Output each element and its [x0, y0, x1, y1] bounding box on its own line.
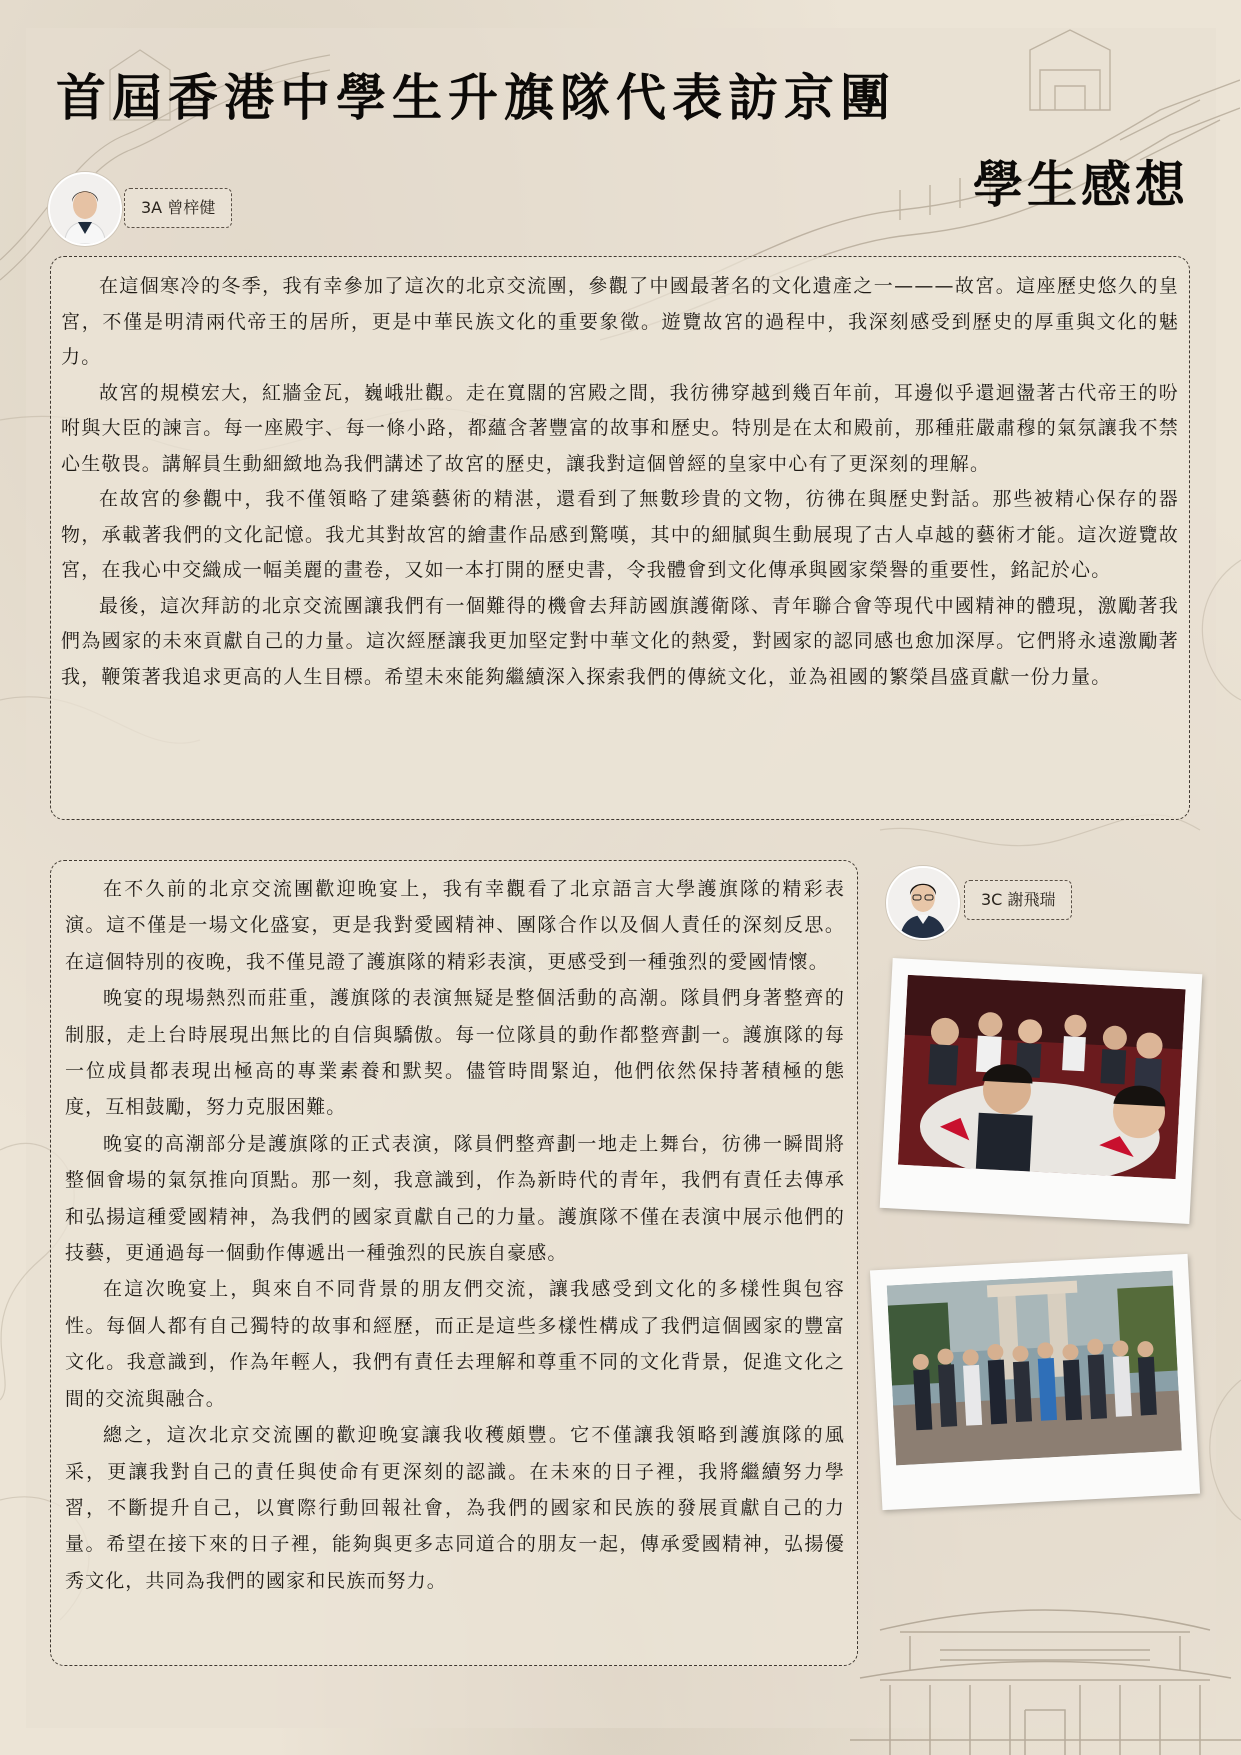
outdoor-group-photo: [870, 1254, 1200, 1510]
student-portrait-icon: [50, 174, 120, 244]
essay-1-paragraph-1: 在這個寒冷的冬季，我有幸參加了這次的北京交流團，參觀了中國最著名的文化遺產之一———故宮。這座歷史悠久的皇宮，不僅是明清兩代帝王的居所，更是中華民族文化的重要象徵。遊覽故宮的過程中，我深刻感受到歷史的厚重與文化的魅力。: [61, 275, 1179, 368]
essay-2-box: [50, 860, 858, 1666]
page-title: 首屆香港中學生升旗隊代表訪京團: [56, 68, 896, 127]
essay-1-paragraph-3: 在故宮的參觀中，我不僅領略了建築藝術的精湛，還看到了無數珍貴的文物，彷彿在與歷史對話。那些被精心保存的器物，承載著我們的文化記憶。我尤其對故宮的繪畫作品感到驚嘆，其中的細膩與生動展現了古人卓越的藝術才能。這次遊覽故宮，在我心中交織成一幅美麗的畫卷，又如一本打開的歷史書，令我體會到文化傳承與國家榮譽的重要性，銘記於心。: [61, 488, 1179, 581]
banquet-photo-image: [898, 975, 1186, 1179]
essay-1-paragraph-2: 故宮的規模宏大，紅牆金瓦，巍峨壯觀。走在寬闊的宮殿之間，我彷彿穿越到幾百年前，耳邊似乎還迴盪著古代帝王的吩咐與大臣的諫言。每一座殿宇、每一條小路，都蘊含著豐富的故事和歷史。特別是在太和殿前，那種莊嚴肅穆的氣氛讓我不禁心生敬畏。講解員生動細緻地為我們講述了故宮的歷史，讓我對這個曾經的皇家中心有了更深刻的理解。: [61, 381, 1179, 475]
student-2-name-tag: 3C 謝飛瑞: [964, 880, 1072, 920]
student-1-name-tag: 3A 曾梓健: [124, 188, 232, 228]
student-1-avatar: [48, 172, 122, 246]
essay-2-paragraph-2: 晚宴的現場熱烈而莊重，護旗隊的表演無疑是整個活動的高潮。隊員們身著整齊的制服，走上台時展現出無比的自信與驕傲。每一位隊員的動作都整齊劃一。護旗隊的每一位成員都表現出極高的專業素養和默契。儘管時間緊迫，他們依然保持著積極的態度，互相鼓勵，努力克服困難。: [65, 987, 845, 1119]
essay-2-paragraph-3: 晚宴的高潮部分是護旗隊的正式表演，隊員們整齊劃一地走上舞台，彷彿一瞬間將整個會場的氣氛推向頂點。那一刻，我意識到，作為新時代的青年，我們有責任去傳承和弘揚這種愛國精神，為我們的國家貢獻自己的力量。護旗隊不僅在表演中展示他們的技藝，更通過每一個動作傳遞出一種強烈的民族自豪感。: [65, 1132, 845, 1265]
essay-2-paragraph-5: 總之，這次北京交流團的歡迎晚宴讓我收穫頗豐。它不僅讓我領略到護旗隊的風采，更讓我對自己的責任與使命有更深刻的認識。在未來的日子裡，我將繼續努力學習，不斷提升自己，以實際行動回報社會，為我們的國家和民族的發展貢獻自己的力量。希望在接下來的日子裡，能夠與更多志同道合的朋友一起，傳承愛國精神，弘揚優秀文化，共同為我們的國家和民族而努力。: [65, 1424, 845, 1592]
outdoor-photo-image: [887, 1271, 1182, 1466]
student-2-avatar: [886, 866, 960, 940]
student-portrait-icon: [888, 868, 958, 938]
essay-2-paragraph-1: 在不久前的北京交流團歡迎晚宴上，我有幸觀看了北京語言大學護旗隊的精彩表演。這不僅是一場文化盛宴，更是我對愛國精神、團隊合作以及個人責任的深刻反思。在這個特別的夜晚，我不僅見證了護旗隊的精彩表演，更感受到一種強烈的愛國情懷。: [65, 878, 845, 973]
essay-2-paragraph-4: 在這次晚宴上，與來自不同背景的朋友們交流，讓我感受到文化的多樣性與包容性。每個人都有自己獨特的故事和經歷，而正是這些多樣性構成了我們這個國家的豐富文化。我意識到，作為年輕人，我們有責任去理解和尊重不同的文化背景，促進文化之間的交流與融合。: [65, 1278, 845, 1410]
essay-1-paragraph-4: 最後，這次拜訪的北京交流團讓我們有一個難得的機會去拜訪國旗護衛隊、青年聯合會等現代中國精神的體現，激勵著我們為國家的未來貢獻自己的力量。這次經歷讓我更加堅定對中華文化的熱愛，對國家的認同感也愈加深厚。它們將永遠激勵著我，鞭策著我追求更高的人生目標。希望未來能夠繼續深入探索我們的傳統文化，並為祖國的繁榮昌盛貢獻一份力量。: [61, 594, 1179, 688]
essay-1-box: [50, 256, 1190, 820]
banquet-group-photo: [880, 958, 1203, 1224]
page-subtitle: 學生感想: [973, 155, 1189, 214]
